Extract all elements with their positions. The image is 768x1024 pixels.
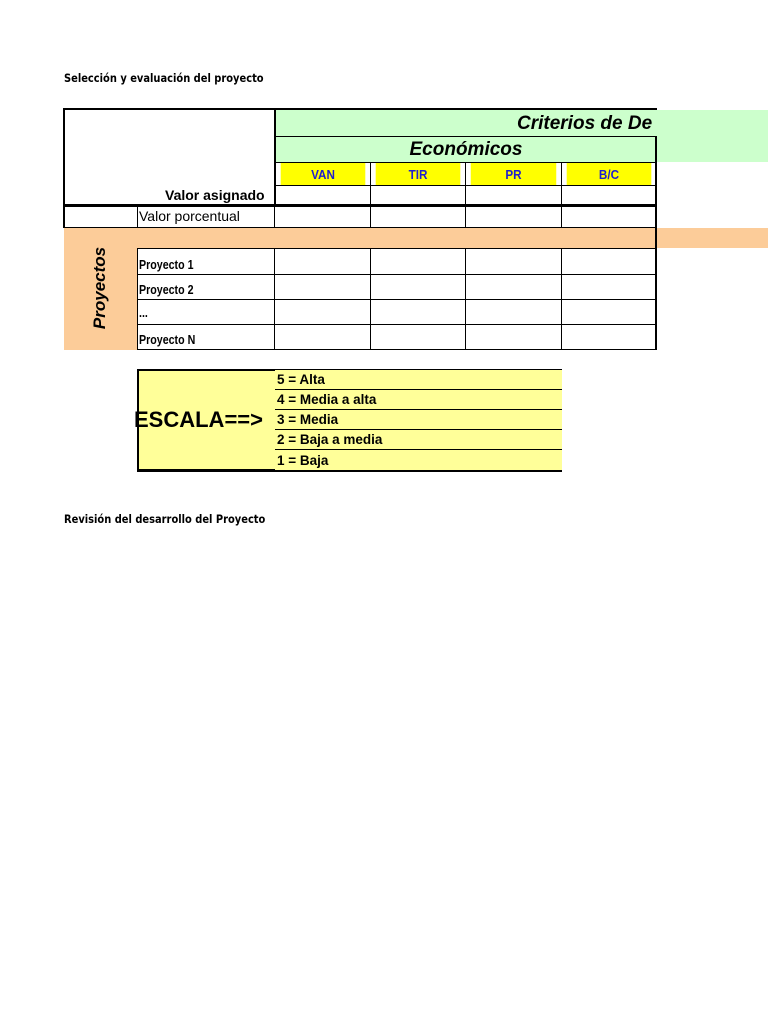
section-title-selection: Selección y evaluación del proyecto: [64, 71, 264, 85]
grid-line: [370, 248, 371, 350]
scale-item: 1 = Baja: [275, 450, 562, 471]
assigned-value-label: Valor asignado: [165, 187, 265, 203]
percent-value-label: Valor porcentual: [139, 208, 240, 224]
grid-line: [276, 162, 657, 163]
grid-line: [561, 248, 562, 350]
scale-item: 5 = Alta: [275, 370, 562, 390]
scale-item: 2 = Baja a media: [275, 430, 562, 450]
column-header-tir: TIR: [376, 163, 461, 185]
grid-line: [465, 248, 466, 350]
scale-item: 3 = Media: [275, 410, 562, 430]
grid-line: [137, 248, 138, 350]
grid-line: [370, 163, 371, 228]
column-header-van: VAN: [281, 163, 366, 185]
column-header-bc: B/C: [567, 163, 652, 185]
project-row-label: Proyecto N: [139, 332, 196, 347]
grid-line: [561, 163, 562, 228]
section-title-review: Revisión del desarrollo del Proyecto: [64, 512, 266, 526]
scale-item: 4 = Media a alta: [275, 390, 562, 410]
grid-line: [274, 248, 275, 350]
column-header-pr: PR: [471, 163, 557, 185]
grid-line: [137, 469, 275, 472]
project-row-label: Proyecto 1: [139, 257, 194, 272]
grid-line: [137, 349, 657, 350]
grid-line: [137, 248, 657, 249]
grid-line: [655, 136, 657, 350]
project-row-label: ...: [139, 305, 148, 320]
project-row-label: Proyecto 2: [139, 282, 194, 297]
grid-line: [137, 207, 138, 228]
grid-line: [276, 185, 657, 186]
scale-label: ESCALA==>: [134, 407, 263, 432]
grid-line: [465, 163, 466, 228]
grid-line: [137, 299, 657, 300]
grid-line: [63, 108, 65, 228]
projects-band: [137, 228, 768, 248]
grid-line: [63, 108, 657, 110]
grid-line: [63, 227, 657, 228]
economic-group-header: Económicos: [276, 137, 656, 162]
projects-label-wrap: [60, 246, 140, 330]
header-fill: [657, 137, 768, 162]
grid-line: [63, 204, 657, 207]
projects-label: Proyectos: [90, 246, 110, 330]
grid-line: [276, 136, 657, 137]
grid-line: [137, 324, 657, 325]
grid-line: [137, 274, 657, 275]
grid-line: [274, 206, 275, 228]
criteria-header: Criterios de De: [276, 110, 768, 137]
grid-line: [274, 108, 276, 206]
